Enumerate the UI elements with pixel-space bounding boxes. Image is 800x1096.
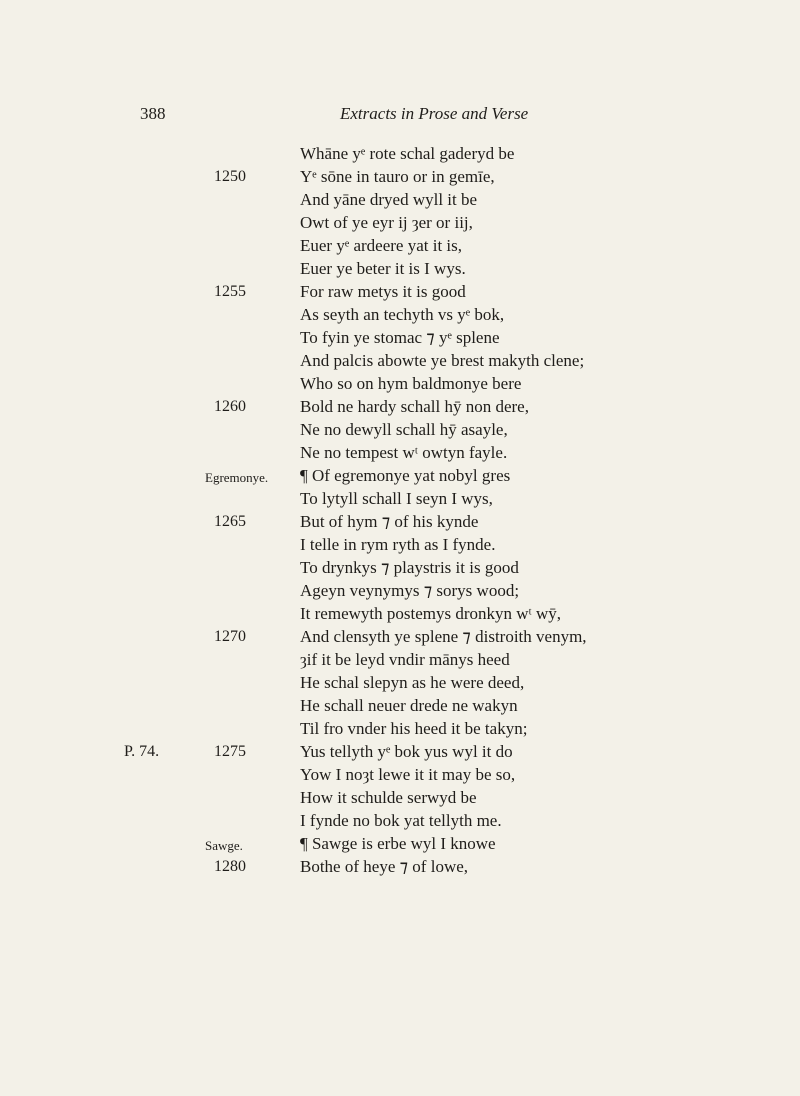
verse-line: But of hym ⁊ of his kynde — [300, 512, 479, 531]
line-number: 1270 — [214, 628, 246, 645]
verse-line: Yus tellyth yᵉ bok yus wyl it do — [300, 742, 513, 761]
verse-line: Ne no tempest wᵗ owtyn fayle. — [300, 443, 508, 462]
verse-line: Ne no dewyll schall hȳ asayle, — [300, 420, 508, 439]
verse-line: Bold ne hardy schall hȳ non dere, — [300, 397, 529, 416]
verse-line: Ageyn veynymys ⁊ sorys wood; — [300, 581, 520, 600]
verse-line: Yᵉ sōne in tauro or in gemīe, — [300, 167, 495, 186]
verse-line: I fynde no bok yat tellyth me. — [300, 811, 502, 830]
verse-line: Til fro vnder his heed it be takyn; — [300, 719, 528, 738]
verse-line: Euer yᵉ ardeere yat it is, — [300, 236, 463, 255]
sidenote-egremonye: Egremonye. — [205, 470, 269, 485]
verse-line: To fyin ye stomac ⁊ yᵉ splene — [300, 328, 500, 347]
line-number: 1280 — [214, 858, 246, 875]
sidenote-sawge: Sawge. — [205, 838, 243, 853]
verse-line: To lytyll schall I seyn I wys, — [300, 489, 493, 508]
verse-line: And clensyth ye splene ⁊ distroith venym, — [300, 627, 587, 646]
verse-line: He schall neuer drede ne wakyn — [300, 696, 518, 715]
line-number: 1265 — [214, 513, 246, 530]
verse-line: How it schulde serwyd be — [300, 788, 477, 807]
verse-line: Bothe of heye ⁊ of lowe, — [300, 857, 469, 876]
verse-line: Owt of ye eyr ij ȝer or iij, — [300, 213, 473, 232]
line-number: 1255 — [214, 283, 246, 300]
verse-line: For raw metys it is good — [300, 282, 466, 301]
verse-line: As seyth an techyth vs yᵉ bok, — [300, 305, 505, 324]
line-number: 1260 — [214, 398, 246, 415]
verse-line: He schal slepyn as he were deed, — [300, 673, 525, 692]
verse-line: And palcis abowte ye brest makyth clene; — [300, 351, 585, 370]
page-reference: P. 74. — [124, 743, 160, 760]
verse-line: ȝif it be leyd vndir mānys heed — [300, 650, 510, 669]
page-header — [0, 104, 800, 128]
verse-line: ¶ Sawge is erbe wyl I knowe — [300, 834, 496, 853]
verse-line: Yow I noȝt lewe it it may be so, — [300, 765, 516, 784]
verse-line: To drynkys ⁊ playstris it is good — [300, 558, 519, 577]
verse-line: Who so on hym baldmonye bere — [300, 374, 522, 393]
verse-line: And yāne dryed wyll it be — [300, 190, 478, 209]
verse-line: I telle in rym ryth as I fynde. — [300, 535, 496, 554]
line-number: 1275 — [214, 743, 246, 760]
verse-line: ¶ Of egremonye yat nobyl gres — [300, 466, 511, 485]
running-title: Extracts in Prose and Verse — [340, 104, 529, 123]
line-number: 1250 — [214, 168, 246, 185]
page-number: 388 — [140, 104, 166, 123]
verse-line: Whāne yᵉ rote schal gaderyd be — [300, 144, 515, 163]
verse-line: It remewyth postemys dronkyn wᵗ wȳ, — [300, 604, 562, 623]
verse-line: Euer ye beter it is I wys. — [300, 259, 466, 278]
